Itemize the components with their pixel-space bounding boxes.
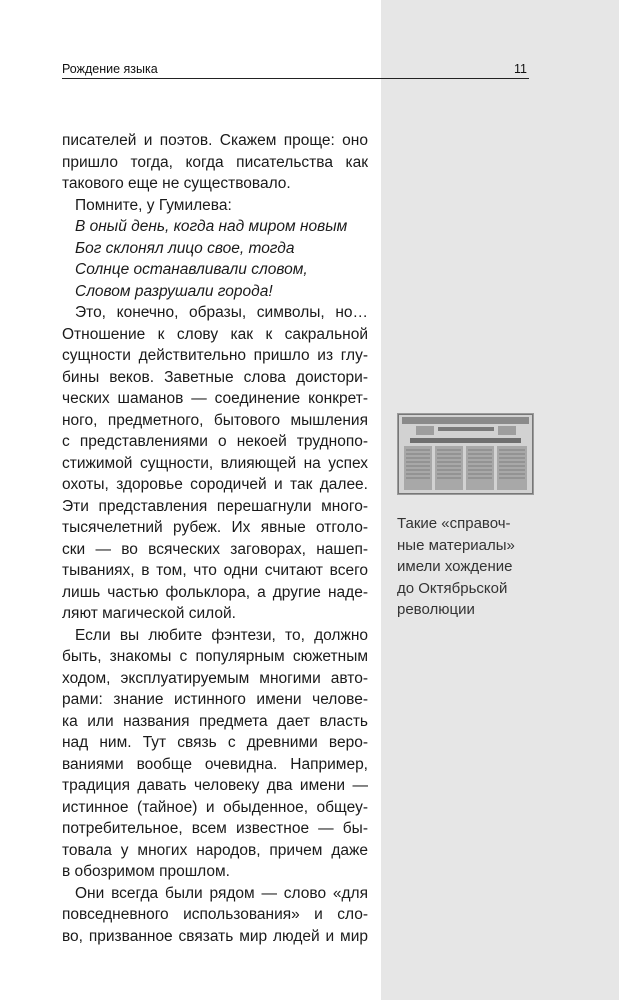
- text-line: бины веков. Заветные слова доистори-: [62, 368, 368, 386]
- text-line: Они всегда были рядом — слово «для: [75, 884, 368, 902]
- poem-line: Бог склонял лицо свое, тогда: [75, 239, 295, 257]
- text-line: потребительное, всем известное — бы-: [62, 820, 368, 837]
- poem-line: Словом разрушали города!: [75, 282, 273, 300]
- text-line: охоты, здоровье сородичей и так далее.: [62, 476, 368, 493]
- text-line: с представлениями о некоей труднопо-: [62, 433, 368, 450]
- poem-line: Солнце останавливали словом,: [75, 261, 308, 278]
- text-line: писателей и поэтов. Скажем проще: оно: [62, 132, 368, 149]
- text-line: быть, знакомы с популярным сюжетным: [62, 648, 368, 665]
- text-line: ваниями вообще очевидна. Например,: [62, 755, 368, 773]
- text-line: рами: знание истинного имени челове-: [62, 691, 368, 708]
- text-line: стижимой сущности, влияющей на успех: [62, 454, 368, 472]
- caption-line: ные материалы»: [397, 536, 515, 554]
- figure-caption: [397, 513, 547, 621]
- running-header: [62, 61, 530, 79]
- text-line: традиция давать человеку два имени —: [62, 777, 368, 794]
- text-line: Это, конечно, образы, символы, но…: [75, 304, 368, 321]
- text-line: истинное (тайное) и обыденное, общеу-: [62, 798, 368, 816]
- text-line: в обозримом прошлом.: [62, 863, 230, 880]
- poem-line: В оный день, когда над миром новым: [75, 218, 348, 235]
- text-line: лишь частью фольклора, а другие наде-: [62, 583, 368, 601]
- text-line: пришло тогда, когда писательства как: [62, 153, 368, 171]
- caption-line: революции: [397, 601, 475, 618]
- page-number: 11: [514, 62, 527, 76]
- poster-illustration: [398, 414, 533, 494]
- text-line: ческих шаманов — соединение конкрет-: [62, 390, 368, 407]
- text-line: над ним. Тут связь с древними веро-: [62, 734, 368, 751]
- caption-line: до Октябрьской: [397, 579, 508, 597]
- caption-line: имели хождение: [397, 558, 513, 575]
- text-line: ляют магической силой.: [62, 605, 236, 622]
- text-line: Эти представления перешагнули много-: [62, 497, 368, 515]
- text-line: повседневного использования» и сло-: [62, 906, 368, 923]
- text-line: Отношение к слову как к сакральной: [62, 325, 368, 343]
- caption-line: Такие «справоч-: [397, 515, 511, 532]
- text-line: во, призванное связать мир людей и мир: [62, 927, 368, 945]
- text-line: такового еще не существовало.: [62, 175, 291, 192]
- header-rule: [62, 78, 529, 79]
- chapter-title: Рождение языка: [62, 62, 158, 76]
- text-line: ходом, эксплуатируемым многими авто-: [62, 669, 368, 687]
- text-line: ка или названия предмета дает власть: [62, 712, 368, 730]
- text-line: тысячелетний рубеж. Их явные отголо-: [62, 519, 368, 536]
- text-line: товала у многих народов, причем даже: [62, 841, 368, 859]
- text-line: ного, предметного, бытового мышления: [62, 411, 368, 429]
- text-line: тываниях, в том, что одни считают всего: [62, 562, 368, 579]
- body-text: [62, 130, 368, 947]
- margin-sidebar: [381, 0, 619, 1000]
- text-line: ски — во всяческих заговорах, нашеп-: [62, 540, 368, 558]
- text-line: сущности действительно пришло из глу-: [62, 347, 368, 364]
- historical-poster-image: [397, 413, 534, 495]
- text-line: Помните, у Гумилева:: [75, 196, 232, 214]
- text-line: Если вы любите фэнтези, то, должно: [75, 626, 368, 644]
